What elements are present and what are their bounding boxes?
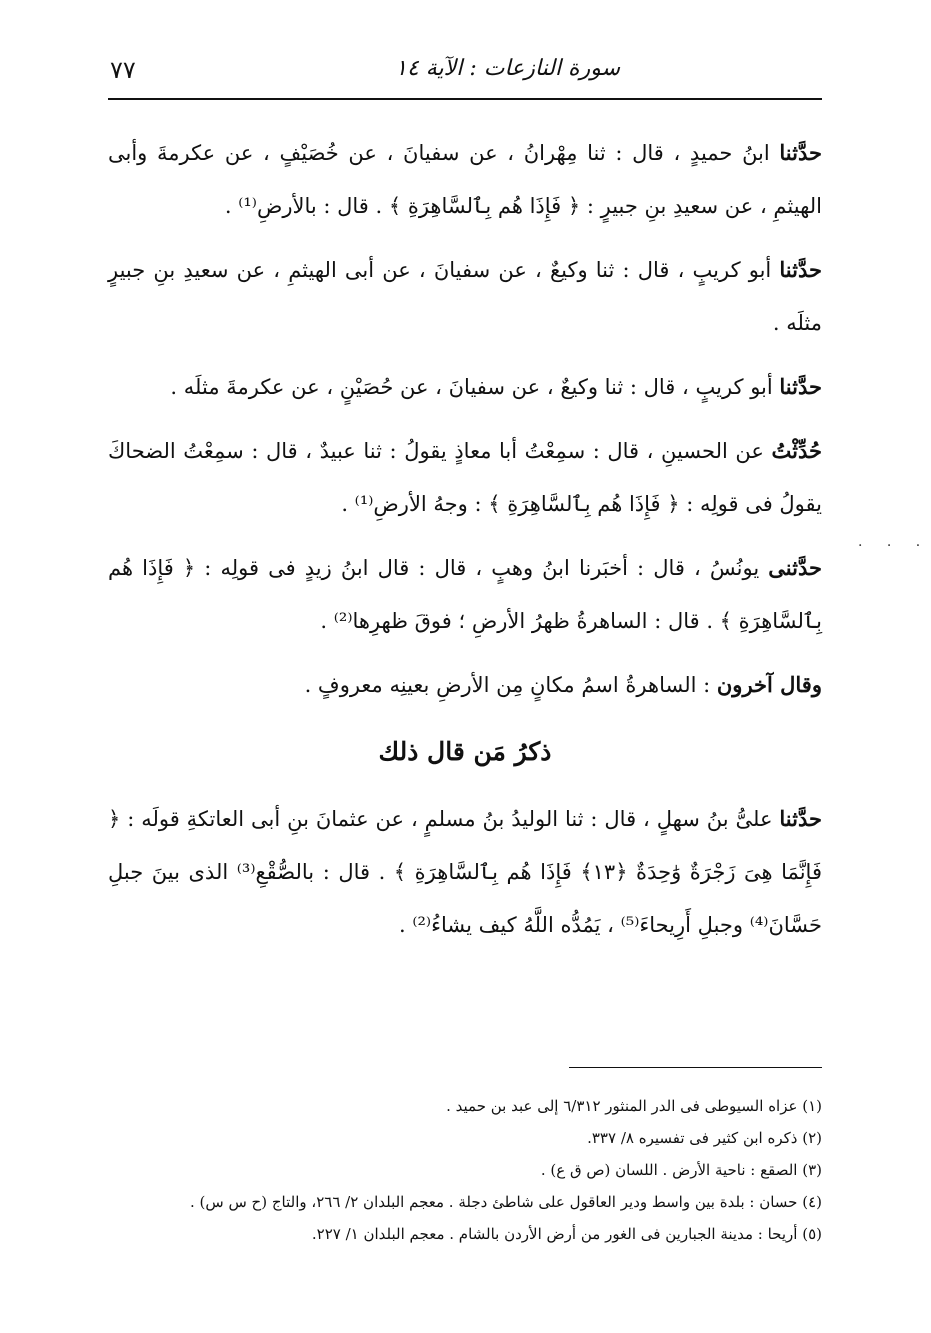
- footnote-1: (١) عزاه السيوطى فى الدر المنثور ٦/٣١٢ إلى عبد بن حميد .: [446, 1097, 822, 1115]
- paragraph-lead: حدَّثنى: [768, 555, 822, 580]
- paragraph-7: [108, 792, 822, 952]
- margin-mark: · · ·: [858, 538, 931, 554]
- running-title: سورة النازعات : الآية ١٤: [395, 56, 620, 81]
- paragraph-1: [108, 126, 822, 233]
- paragraph-2: [108, 243, 822, 350]
- paragraph-5: [108, 541, 822, 648]
- footnote-2: (٢) ذكره ابن كثير فى تفسيره ٨/ ٣٣٧.: [587, 1129, 822, 1147]
- paragraph-4: [108, 424, 822, 531]
- paragraph-text: عن الحسينِ ، قال : سمِعْتُ أبا معاذٍ يقولُ : ثنا عبيدٌ ، قال : سمِعْتُ الضحاكَ يقولُ فى قولِه : ﴿ فَإِذَا هُم بِٱلسَّاهِرَةِ ﴾ : وجهُ الأرضِ⁽¹⁾ .: [108, 439, 822, 516]
- paragraph-6: [108, 658, 822, 712]
- page-number: ٧٧: [110, 56, 136, 84]
- paragraph-text: ابنُ حميدٍ ، قال : ثنا مِهْرانُ ، عن سفيانَ ، عن خُصَيْفٍ ، عن عكرمةَ وأبى الهيثمِ ، عن سعيدِ بنِ جبيرٍ : ﴿ فَإِذَا هُم بِٱلسَّاهِرَةِ ﴾ . قال : بالأرضِ⁽¹⁾ .: [108, 141, 822, 218]
- header-rule: [108, 98, 822, 100]
- footnote-5: (٥) أريحا : مدينة الجبارين فى الغور من أرض الأردن بالشام . معجم البلدان ١/ ٢٢٧.: [311, 1225, 822, 1243]
- footnote-3: (٣) الصقع : ناحية الأرض . اللسان (ص ق ع) .: [540, 1161, 822, 1179]
- paragraph-lead: حُدِّثْتُ: [771, 438, 822, 463]
- paragraph-text: أبو كريبٍ ، قال : ثنا وكيعٌ ، عن سفيانَ ، عن أبى الهيثمِ ، عن سعيدِ بنِ جبيرٍ مثلَه .: [108, 258, 822, 335]
- paragraph-lead: حدَّثنا: [779, 374, 822, 399]
- paragraph-lead: وقال آخرون: [716, 672, 822, 697]
- paragraph-text: : الساهرةُ اسمُ مكانٍ مِن الأرضِ بعينِه معروفٍ .: [304, 673, 717, 697]
- footnote-rule: [569, 1067, 822, 1068]
- page-header: [110, 52, 820, 92]
- paragraph-text: يونُسُ ، قال : أخبَرنا ابنُ وهبٍ ، قال : قال ابنُ زيدٍ فى قولِه : ﴿ فَإِذَا هُم بِٱلسَّاهِرَةِ ﴾ . قال : الساهرةُ ظهرُ الأرضِ ؛ فوقَ ظهرِها⁽²⁾ .: [108, 556, 822, 633]
- paragraph-lead: حدَّثنا: [779, 140, 822, 165]
- paragraph-text: علىُّ بنُ سهلٍ ، قال : ثنا الوليدُ بنُ مسلمٍ ، عن عثمانَ بنِ أبى العاتكةِ قولَه : ﴿ فَإِنَّمَا هِىَ زَجْرَةٌ وَٰحِدَةٌ ﴿١٣﴾ فَإِذَا هُم بِٱلسَّاهِرَةِ ﴾ . قال : بالصُّقْعِ⁽³⁾ الذى بينَ جبلِ حَسَّانَ⁽⁴⁾ وجبلِ أَرِيحاءَ⁽⁵⁾ ، يَمُدُّه اللَّهُ كيف يشاءُ⁽²⁾ .: [108, 807, 822, 937]
- paragraph-lead: حدَّثنا: [779, 257, 822, 282]
- main-text: [108, 126, 822, 962]
- paragraph-lead: حدَّثنا: [779, 806, 822, 831]
- footnote-4: (٤) حسان : بلدة بين واسط ودير العاقول على شاطئ دجلة . معجم البلدان ٢/ ٢٦٦، والتاج (ح س س) .: [190, 1193, 822, 1211]
- section-heading: ذكرُ مَن قال ذلك: [378, 737, 552, 766]
- paragraph-3: [108, 360, 822, 414]
- footnotes: [108, 1090, 822, 1250]
- paragraph-text: أبو كريبٍ ، قال : ثنا وكيعٌ ، عن سفيانَ ، عن حُصَيْنٍ ، عن عكرمةَ مثلَه .: [170, 375, 780, 399]
